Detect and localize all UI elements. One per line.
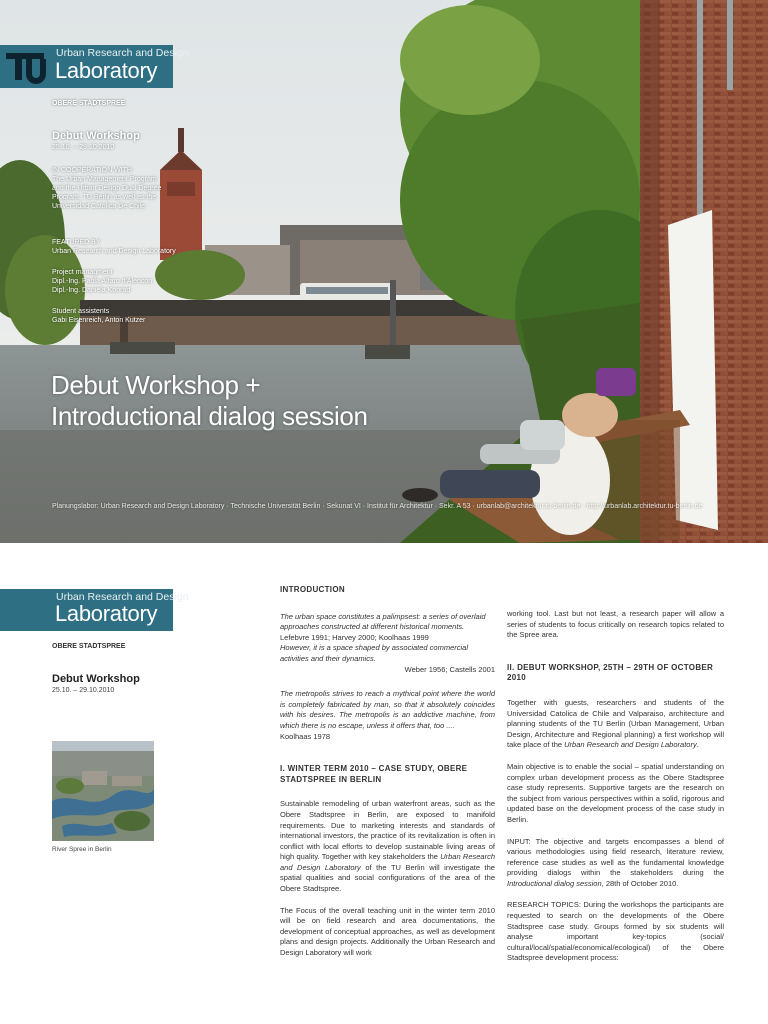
featured-label: FEATURED BY (52, 239, 101, 246)
body-paragraph: Main objective is to enable the social – spatial understanding on complex urban development process as the Obere Stadtspree case study represents. Supportive targets are the research on the subject from various perspectives within a solid, rigorous and updated base on the development process of the case study in Berlin. (507, 761, 724, 824)
project-manager: Dipl.-Ing. Daniela Konrad (52, 287, 131, 294)
body-text-italic: Urban Research and Design Laboratory (280, 852, 496, 872)
body-paragraph: working tool. Last but not least, a research paper will allow a series of students to focus critically on research topics related to the Spree area. (507, 609, 724, 640)
students-line: Gabi Eisenreich, Anton Kutzer (52, 317, 146, 324)
project-management-block (52, 268, 152, 295)
body-label: INPUT: (507, 836, 531, 846)
body-text: During the workshops the participants are requested to search on the developments of the Obere Stadtspree case study. Groups formed by six students will analyse important key-topics (social/ cultural/local/spatial/economical/ecological) of the Obere Stadtspree development process: (507, 900, 724, 963)
body-text: Sustainable remodeling of urban waterfront areas, such as the Obere Stadtspree in Berlin, are exposed to manifold requirements. Due to marketing interests and standards of international investors, the practice of its revitalization is often in conflict with local efforts to develop sustainable living areas of high quality. Together with key stakeholders the (280, 799, 495, 862)
project-management-label: Project managment (52, 269, 113, 276)
body-paragraph (507, 698, 724, 751)
quote-reference: Lefebvre 1991; Harvey 2000; Koolhaas 1999 (280, 632, 429, 642)
body-label: RESEARCH TOPICS: (507, 900, 581, 910)
photo-caption: River Spree in Berlin (52, 846, 112, 853)
text-column-1 (280, 585, 495, 970)
logo-subtitle: Urban Research and Design (56, 47, 189, 59)
workshop-title: Debut Workshop (52, 130, 140, 142)
body-text-italic: Urban Research and Design Laboratory (564, 740, 697, 750)
cooperation-block (52, 166, 161, 211)
workshop-date: 25.10. – 29.10.2010 (52, 144, 115, 151)
body-text-italic: Introductional dialog session (507, 878, 602, 888)
headline-line-2: Introductional dialog session (51, 401, 368, 431)
body-text: , 28th of October 2010. (601, 878, 679, 888)
cooperation-line: Program, TU Berlin as well as the (52, 194, 157, 201)
section-heading: I. WINTER TERM 2010 – CASE STUDY, OBERE STADTSPREE IN BERLIN (280, 764, 468, 784)
project-manager: Dipl.-Ing. Paola Alfaro d'Alencon (52, 278, 153, 285)
featured-line: Urban Research and Design Laboratory (52, 248, 176, 255)
students-label: Student assistents (52, 308, 110, 315)
cooperation-line: Universidad Catolica De Chile (52, 203, 145, 210)
headline-line-1: Debut Workshop + (51, 370, 261, 400)
body-text: Together with guests, researchers and students of the Universidad Catolica de Chile and Valparaiso, architecture and planning students of the TU Berlin (Urban Management, Urban Design, Architecture and Regional planning) a first workshop will take place of the (507, 697, 724, 750)
body-text: of the TU Berlin will investigate the spatial qualities and social configurations of the area of the Obere Stadtspree. (280, 862, 495, 894)
river-aerial-photo (52, 741, 154, 841)
body-text: . (696, 740, 699, 750)
body-text: The objective and targets encompasses a blend of various methodologies using field research, literature review, reference case studies as well as the fundamental knowledge providing dialogs within the stakeholders during the (507, 836, 724, 878)
workshop-date: 25.10. – 29.10.2010 (52, 687, 115, 694)
section-heading: INTRODUCTION (280, 585, 345, 594)
cooperation-line: The Urban Management Program (52, 176, 157, 183)
project-area: OBERE STADTSPREE (52, 643, 126, 650)
body-paragraph (507, 837, 724, 890)
students-block (52, 307, 145, 325)
logo-subtitle: Urban Research and Design (56, 591, 189, 603)
body-paragraph (507, 900, 724, 964)
project-area: OBERE STADTSPREE (52, 100, 126, 107)
text-column-2 (507, 609, 724, 975)
logo-title: Laboratory (55, 58, 158, 83)
cover-footer: Planungslabor: Urban Research and Design Laboratory · Technische Universität Berlin · Sekunat VI · Institut für Architektur · Sekr. A 53 · urbanlab@architektur.tu-berlin.de · http://urbanlab.architektur.tu-berlin.de (52, 503, 703, 510)
body-paragraph (280, 799, 495, 894)
featured-block (52, 238, 176, 256)
quote: The metropolis strives to reach a mythical point where the world is completely fabricated by man, so that it absolutely coincides with his desires. The metropolis is an addictive machine, from which there is no escape, unless it offers that, too .... (280, 689, 495, 730)
workshop-title: Debut Workshop (52, 673, 140, 685)
cover-headline (51, 370, 368, 432)
section-heading: II. DEBUT WORKSHOP, 25TH – 29TH OF OCTOBER 2010 (507, 662, 714, 683)
tu-logo-icon (5, 49, 47, 84)
logo-header (0, 45, 189, 88)
quote-reference: Koolhaas 1978 (280, 731, 331, 741)
body-paragraph: The Focus of the overall teaching unit in the winter term 2010 will be on field research and area documentations, the development of conceptual approaches, as well as development plans and design projects. Additionally the Urban Research and Design Laboratory will work (280, 905, 495, 958)
quote-reference: Weber 1956; Castells 2001 (404, 664, 495, 674)
logo-header-page2 (0, 589, 189, 631)
quote: The urban space constitutes a palimpsest: a series of overlaid approaches constructed at different historical moments. (280, 611, 486, 632)
logo-title: Laboratory (55, 601, 158, 626)
cooperation-label: IN COOPERATION WITH (52, 167, 132, 174)
quote: However, it is a space shaped by associated commercial activities and their dynamics. (280, 643, 469, 663)
cooperation-line: and the Urban Design Dual Degree (52, 185, 162, 192)
